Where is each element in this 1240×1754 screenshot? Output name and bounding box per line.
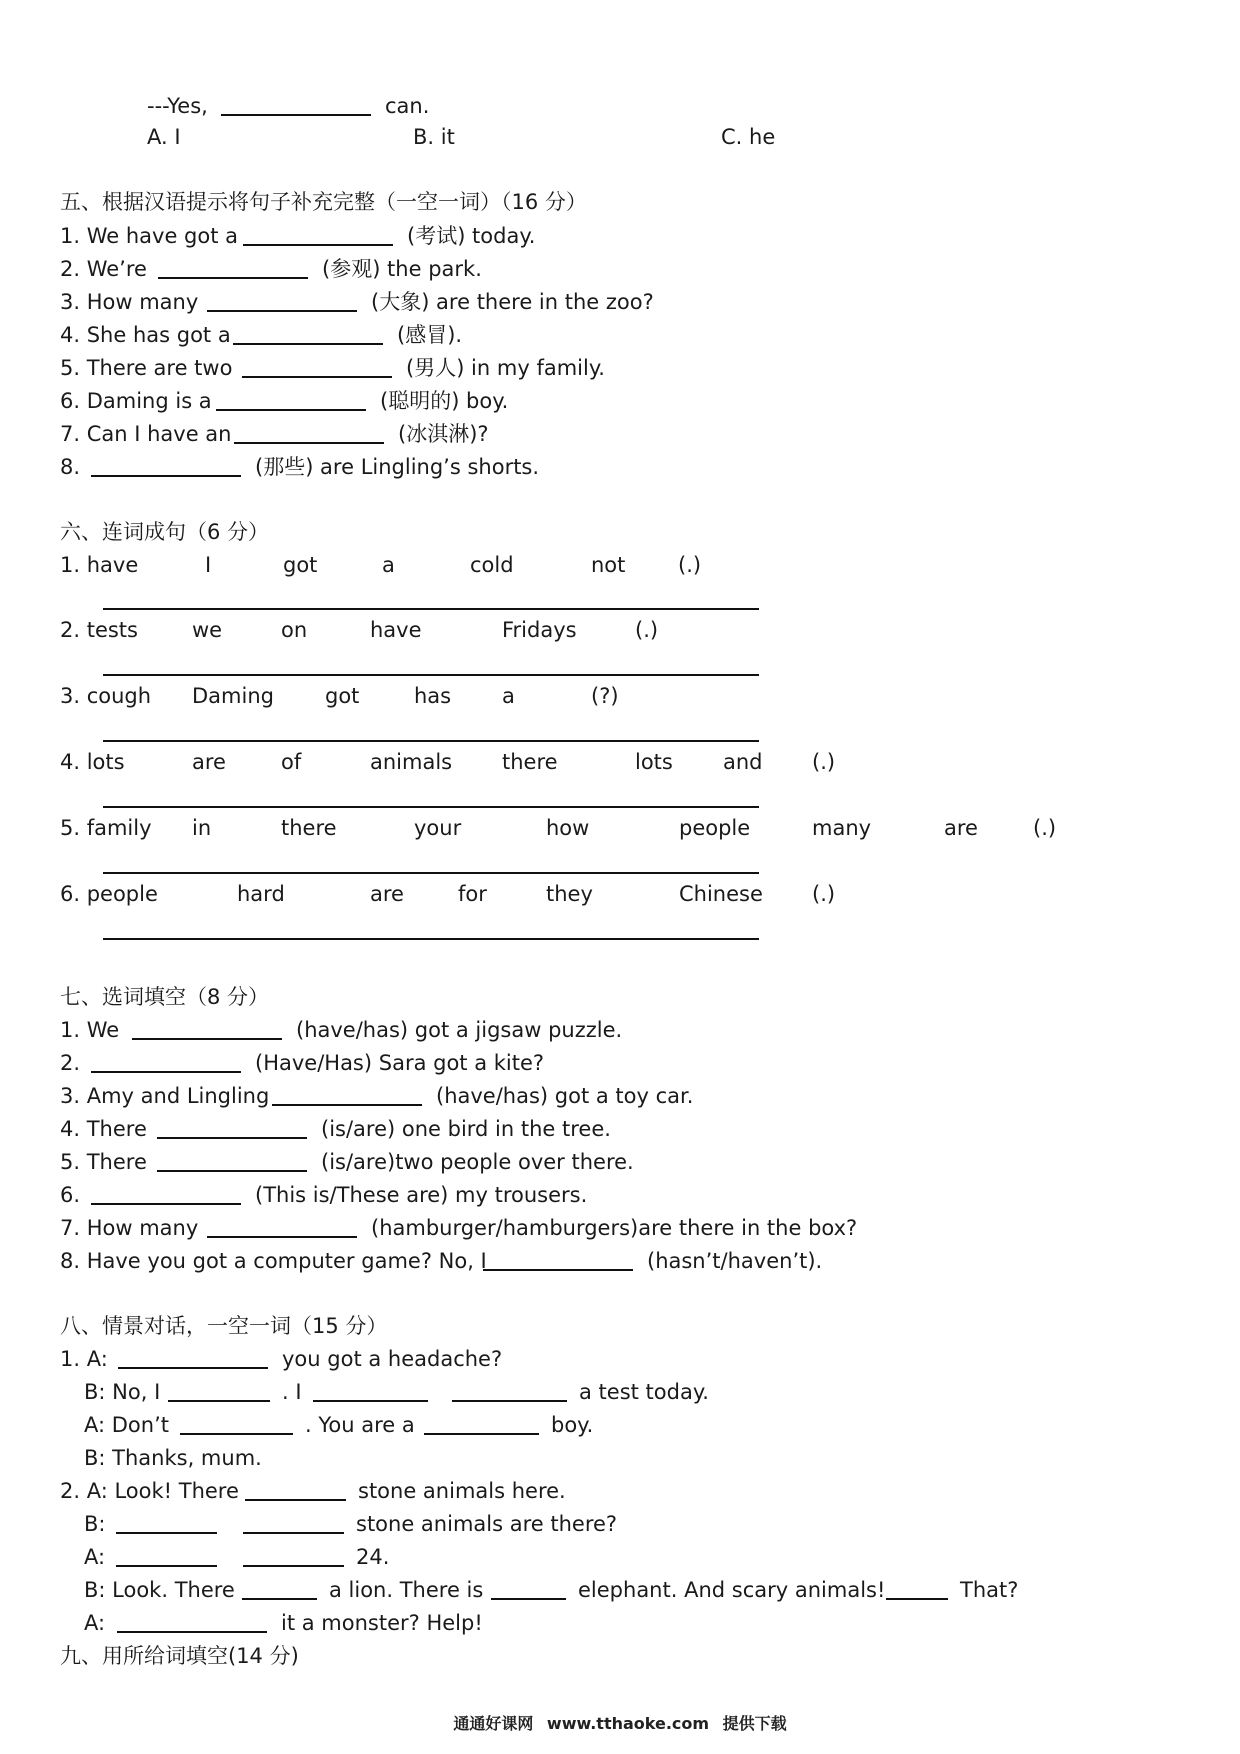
item-prefix: 7. How many bbox=[60, 1216, 199, 1240]
word: they bbox=[546, 882, 593, 906]
word: 2. tests bbox=[60, 618, 138, 642]
answer-blank bbox=[207, 310, 357, 312]
answer-blank bbox=[221, 114, 371, 116]
footer-url[interactable]: www.tthaoke.com bbox=[546, 1714, 710, 1733]
item-prefix: 3. Amy and Lingling bbox=[60, 1084, 270, 1108]
speaker-text: 1. A: bbox=[60, 1347, 108, 1371]
answer-blank bbox=[158, 277, 308, 279]
word: on bbox=[281, 618, 308, 642]
answer-blank bbox=[132, 1038, 282, 1040]
word: animals bbox=[370, 750, 453, 774]
answer-blank bbox=[116, 1565, 217, 1567]
word: 3. cough bbox=[60, 684, 152, 708]
item-suffix: (考试) today. bbox=[407, 224, 536, 248]
speaker-text: A: bbox=[84, 1611, 106, 1635]
answer-line-6 bbox=[103, 938, 759, 940]
answer-blank bbox=[242, 376, 392, 378]
item-suffix: (have/has) got a jigsaw puzzle. bbox=[296, 1018, 623, 1042]
word: 1. have bbox=[60, 553, 139, 577]
punctuation: (.) bbox=[812, 882, 836, 906]
dialogue-text: you got a headache? bbox=[282, 1347, 503, 1371]
answer-suffix: can. bbox=[385, 94, 430, 118]
dialogue-text: a test today. bbox=[579, 1380, 709, 1404]
dialogue-text: boy. bbox=[551, 1413, 594, 1437]
answer-blank bbox=[483, 1269, 633, 1271]
answer-blank bbox=[272, 1104, 422, 1106]
item-suffix: (那些) are Lingling’s shorts. bbox=[255, 455, 540, 479]
word: are bbox=[944, 816, 978, 840]
word: of bbox=[281, 750, 302, 774]
speaker-text: B: Look. There bbox=[84, 1578, 235, 1602]
word: got bbox=[325, 684, 360, 708]
word: people bbox=[679, 816, 751, 840]
item-suffix: (大象) are there in the zoo? bbox=[371, 290, 654, 314]
item-suffix: (have/has) got a toy car. bbox=[436, 1084, 694, 1108]
item-prefix: 1. We bbox=[60, 1018, 120, 1042]
item-prefix: 6. bbox=[60, 1183, 81, 1207]
item-prefix: 8. bbox=[60, 455, 81, 479]
word: cold bbox=[470, 553, 514, 577]
answer-blank bbox=[243, 1532, 344, 1534]
answer-blank bbox=[168, 1400, 270, 1402]
dialogue-text: 24. bbox=[356, 1545, 390, 1569]
word: many bbox=[812, 816, 872, 840]
answer-blank bbox=[234, 442, 384, 444]
item-suffix: (This is/These are) my trousers. bbox=[255, 1183, 588, 1207]
answer-blank bbox=[116, 1532, 217, 1534]
speaker-text: 2. A: Look! There bbox=[60, 1479, 239, 1503]
answer-line-4 bbox=[103, 806, 759, 808]
word: I bbox=[205, 553, 212, 577]
item-prefix: 6. Daming is a bbox=[60, 389, 212, 413]
item-prefix: 2. bbox=[60, 1051, 81, 1075]
word: got bbox=[283, 553, 318, 577]
answer-blank bbox=[233, 343, 383, 345]
item-prefix: 1. We have got a bbox=[60, 224, 238, 248]
item-suffix: (男人) in my family. bbox=[406, 356, 605, 380]
answer-blank bbox=[207, 1236, 357, 1238]
word: Fridays bbox=[502, 618, 577, 642]
speaker-text: B: bbox=[84, 1512, 106, 1536]
answer-blank bbox=[452, 1400, 567, 1402]
answer-blank bbox=[424, 1433, 539, 1435]
dialogue-text: . You are a bbox=[305, 1413, 415, 1437]
item-suffix: (聪明的) boy. bbox=[380, 389, 509, 413]
answer-blank bbox=[313, 1400, 428, 1402]
punctuation: (.) bbox=[1033, 816, 1057, 840]
word: are bbox=[370, 882, 404, 906]
section-title: 八、情景对话，一空一词（15 分） bbox=[60, 1314, 388, 1338]
speaker-text: B: No, I bbox=[84, 1380, 161, 1404]
dialogue-text: That? bbox=[960, 1578, 1019, 1602]
word: 4. lots bbox=[60, 750, 125, 774]
answer-blank bbox=[180, 1433, 293, 1435]
dialogue-text: stone animals are there? bbox=[356, 1512, 618, 1536]
word: are bbox=[192, 750, 226, 774]
section-title: 九、用所给词填空(14 分) bbox=[60, 1644, 299, 1668]
item-suffix: (Have/Has) Sara got a kite? bbox=[255, 1051, 545, 1075]
answer-blank bbox=[242, 1598, 317, 1600]
answer-line-1 bbox=[103, 608, 759, 610]
item-suffix: (感冒). bbox=[397, 323, 463, 347]
item-prefix: 5. There are two bbox=[60, 356, 233, 380]
answer-blank bbox=[216, 409, 366, 411]
answer-line-5 bbox=[103, 872, 759, 874]
section-title: 七、选词填空（8 分） bbox=[60, 985, 270, 1009]
answer-blank bbox=[245, 1499, 346, 1501]
answer-blank bbox=[157, 1170, 307, 1172]
option-a: A. I bbox=[147, 125, 181, 149]
dialogue-text: B: Thanks, mum. bbox=[84, 1446, 262, 1470]
item-prefix: 3. How many bbox=[60, 290, 199, 314]
word: have bbox=[370, 618, 422, 642]
word: your bbox=[414, 816, 462, 840]
speaker-text: A: Don’t bbox=[84, 1413, 169, 1437]
answer-blank bbox=[886, 1598, 948, 1600]
item-prefix: 4. There bbox=[60, 1117, 147, 1141]
word: a bbox=[502, 684, 515, 708]
page-footer bbox=[0, 1711, 1240, 1734]
item-prefix: 8. Have you got a computer game? No, I bbox=[60, 1249, 487, 1273]
dialogue-text: elephant. And scary animals! bbox=[578, 1578, 886, 1602]
word: there bbox=[281, 816, 337, 840]
dialogue-text: a lion. There is bbox=[329, 1578, 484, 1602]
dialogue-text: stone animals here. bbox=[358, 1479, 566, 1503]
word: for bbox=[458, 882, 487, 906]
dialogue-text: . I bbox=[282, 1380, 302, 1404]
answer-blank bbox=[91, 1071, 241, 1073]
option-b: B. it bbox=[413, 125, 455, 149]
punctuation: (.) bbox=[678, 553, 702, 577]
item-suffix: (参观) the park. bbox=[322, 257, 482, 281]
option-c: C. he bbox=[721, 125, 776, 149]
answer-line-3 bbox=[103, 740, 759, 742]
item-suffix: (冰淇淋)? bbox=[398, 422, 489, 446]
word: not bbox=[591, 553, 626, 577]
section-title: 五、根据汉语提示将句子补充完整（一空一词）（16 分） bbox=[60, 190, 587, 214]
item-suffix: (is/are)two people over there. bbox=[321, 1150, 634, 1174]
section-title: 六、连词成句（6 分） bbox=[60, 520, 270, 544]
item-suffix: (hasn’t/haven’t). bbox=[647, 1249, 823, 1273]
word: in bbox=[192, 816, 212, 840]
word: Daming bbox=[192, 684, 274, 708]
punctuation: (.) bbox=[635, 618, 659, 642]
item-prefix: 2. We’re bbox=[60, 257, 147, 281]
word: we bbox=[192, 618, 223, 642]
speaker-text: A: bbox=[84, 1545, 106, 1569]
item-prefix: 4. She has got a bbox=[60, 323, 231, 347]
answer-blank bbox=[91, 475, 241, 477]
answer-blank bbox=[243, 1565, 344, 1567]
item-suffix: (is/are) one bird in the tree. bbox=[321, 1117, 611, 1141]
dialogue-text: it a monster? Help! bbox=[281, 1611, 483, 1635]
answer-line-2 bbox=[103, 674, 759, 676]
footer-note: 提供下载 bbox=[722, 1714, 787, 1733]
word: Chinese bbox=[679, 882, 763, 906]
word: 6. people bbox=[60, 882, 158, 906]
punctuation: (?) bbox=[591, 684, 619, 708]
answer-blank bbox=[157, 1137, 307, 1139]
word: hard bbox=[237, 882, 285, 906]
footer-site-name: 通通好课网 bbox=[453, 1714, 534, 1733]
word: there bbox=[502, 750, 558, 774]
word: 5. family bbox=[60, 816, 152, 840]
word: a bbox=[382, 553, 395, 577]
word: how bbox=[546, 816, 590, 840]
word: has bbox=[414, 684, 452, 708]
word: and bbox=[723, 750, 763, 774]
punctuation: (.) bbox=[812, 750, 836, 774]
answer-blank bbox=[91, 1203, 241, 1205]
answer-prefix: ---Yes, bbox=[147, 94, 208, 118]
answer-blank bbox=[491, 1598, 566, 1600]
answer-blank bbox=[118, 1367, 268, 1369]
item-prefix: 5. There bbox=[60, 1150, 147, 1174]
answer-blank bbox=[117, 1631, 267, 1633]
item-prefix: 7. Can I have an bbox=[60, 422, 232, 446]
answer-blank bbox=[243, 244, 393, 246]
item-suffix: (hamburger/hamburgers)are there in the box? bbox=[371, 1216, 858, 1240]
word: lots bbox=[635, 750, 673, 774]
